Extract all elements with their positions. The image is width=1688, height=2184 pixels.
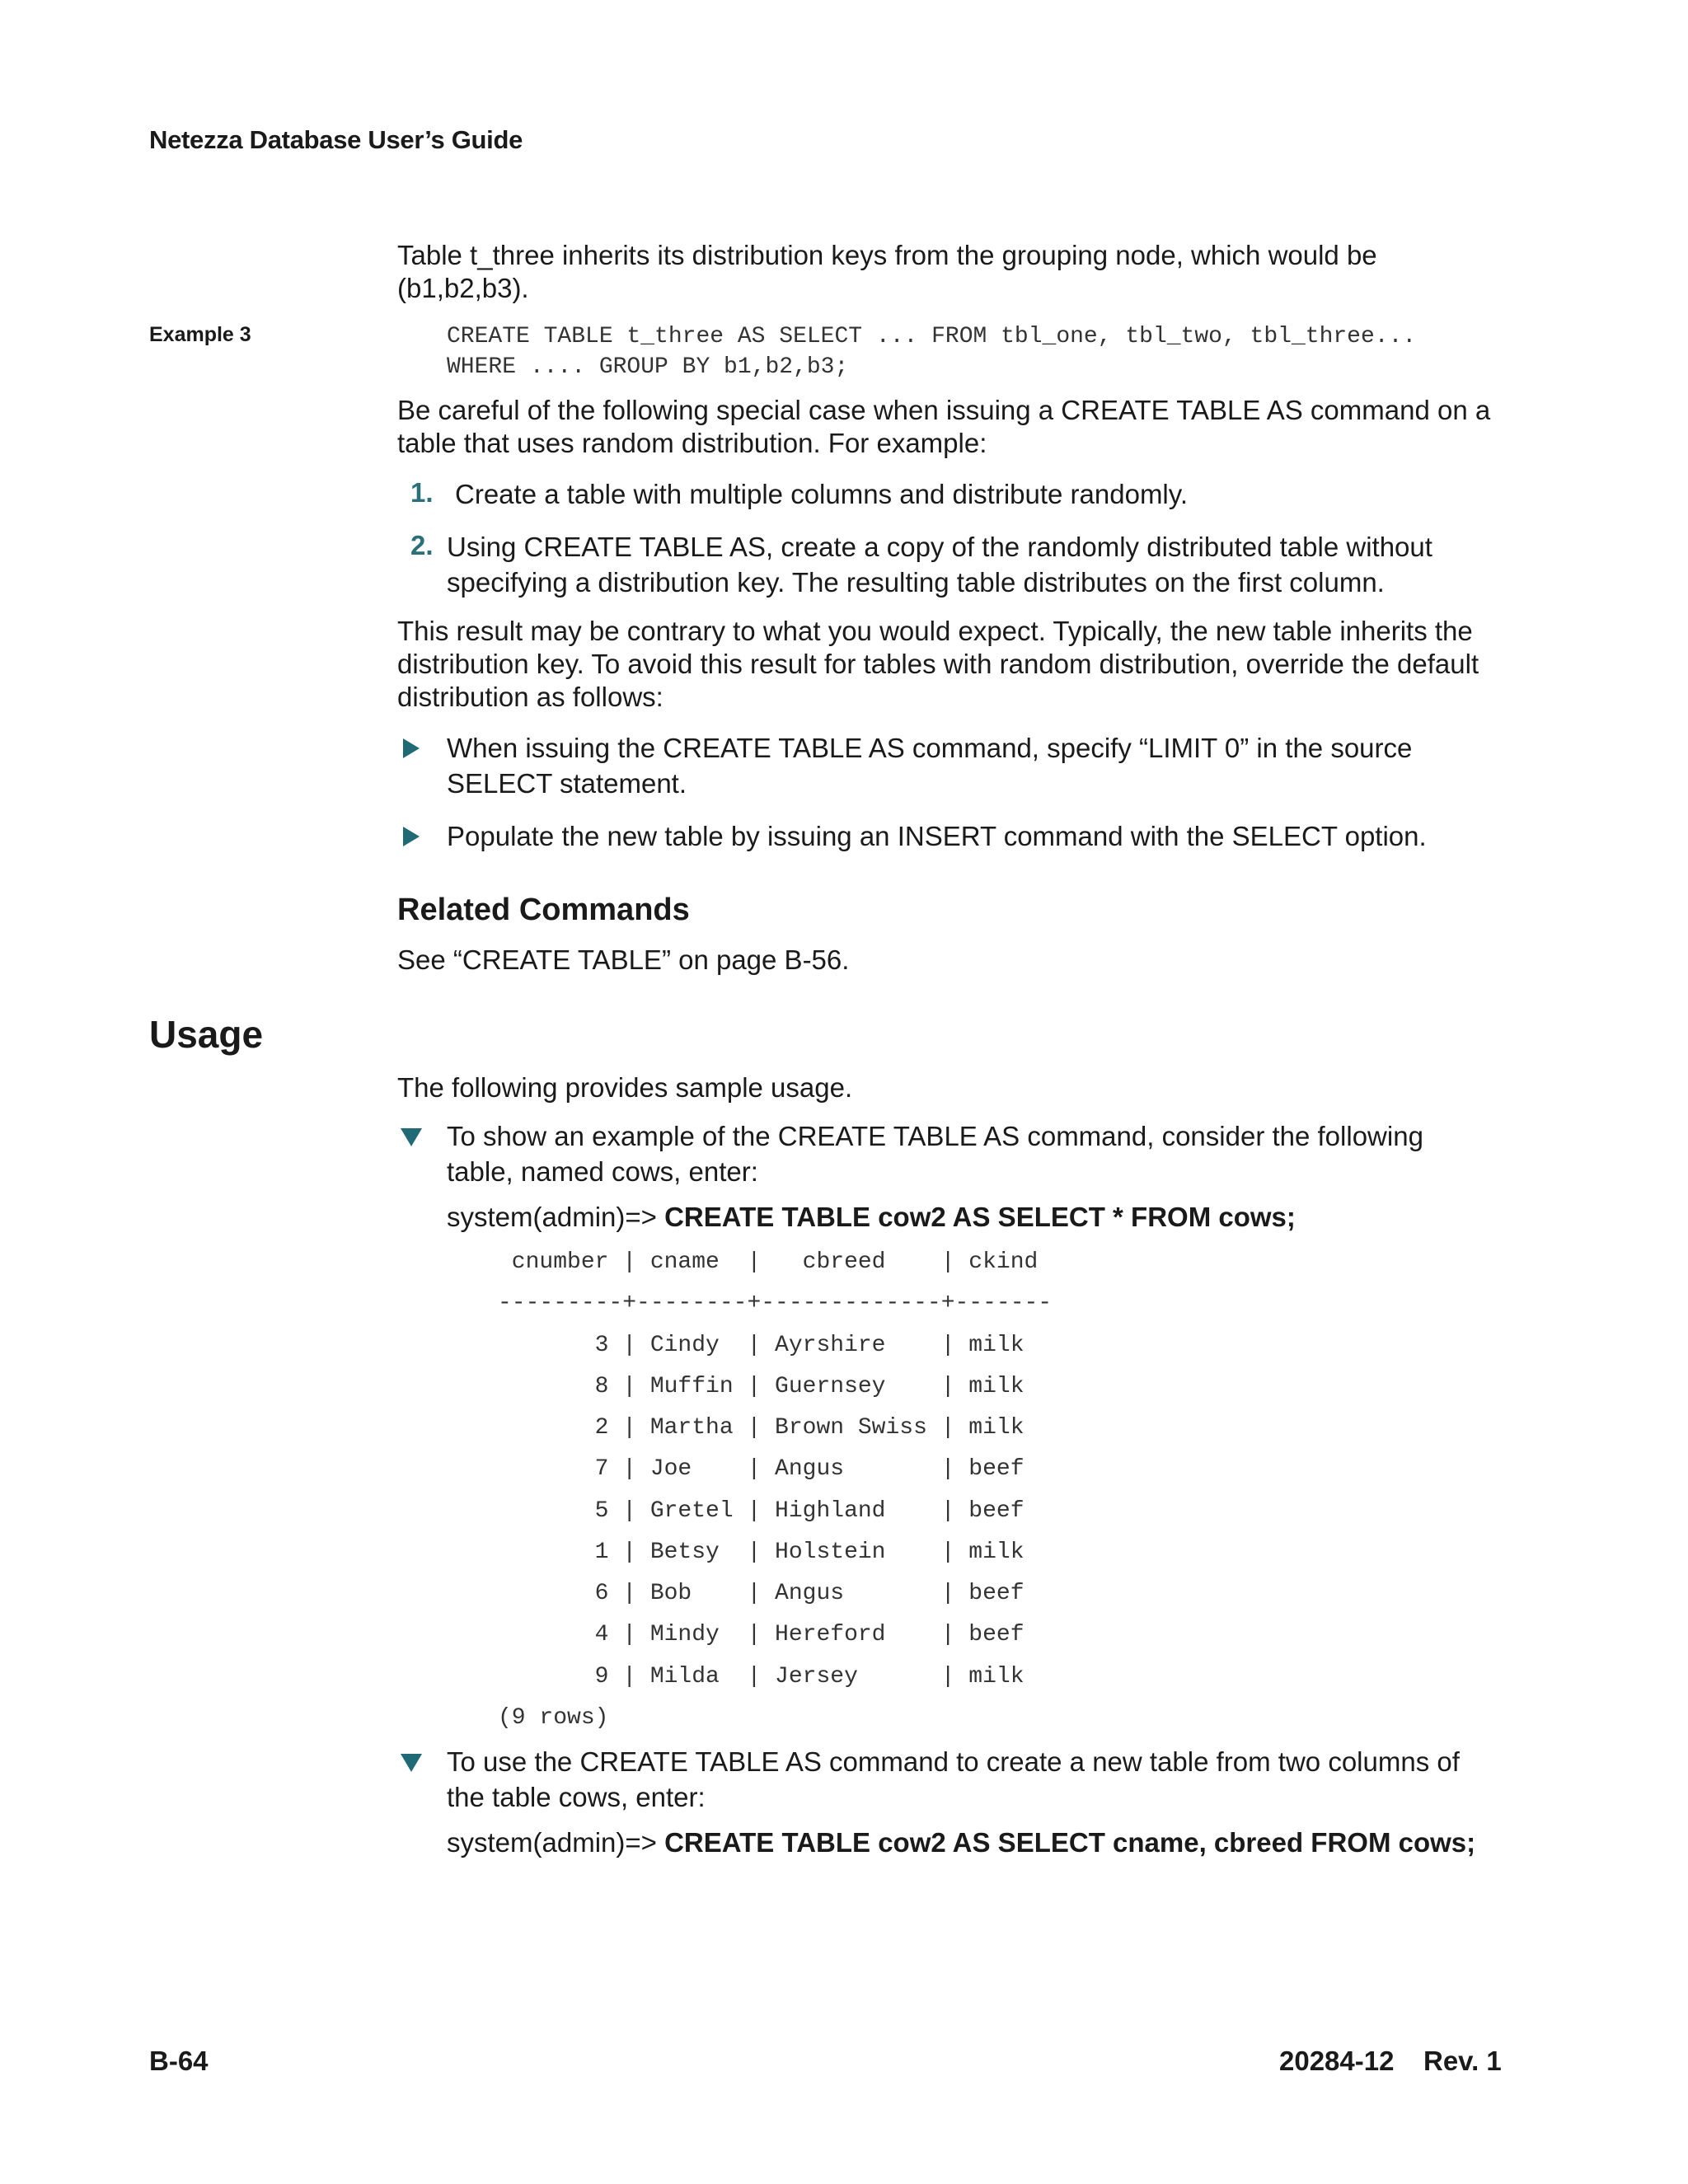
contrary-paragraph: This result may be contrary to what you would expect. Typically, the new table inherits the distribution key. To avoid this result for tables with random distribution, override the default distribution as follows: [397, 616, 1479, 712]
table-row: 1 | Betsy | Holstein | milk [498, 1540, 1025, 1565]
usage-intro: The following provides sample usage. [397, 1072, 853, 1103]
bullet-text-1: When issuing the CREATE TABLE AS command, specify “LIMIT 0” in the source SELECT statement. [447, 733, 1413, 799]
careful-paragraph: Be careful of the following special case when issuing a CREATE TABLE AS command on a table that uses random distribution. For example: [397, 395, 1491, 458]
code-line-2: WHERE .... GROUP BY b1,b2,b3; [447, 354, 849, 380]
related-commands-heading: Related Commands [397, 893, 690, 927]
command-text: CREATE TABLE cow2 AS SELECT * FROM cows; [664, 1202, 1296, 1232]
table-row: 6 | Bob | Angus | beef [498, 1581, 1025, 1606]
table-separator: ---------+--------+-------------+------- [498, 1291, 1053, 1316]
table-row: 9 | Milda | Jersey | milk [498, 1664, 1025, 1690]
table-row: 8 | Muffin | Guernsey | milk [498, 1374, 1025, 1399]
step-text-1: Create a table with multiple columns and distribute randomly. [455, 479, 1188, 509]
document-number: 20284-12 [1279, 2046, 1395, 2076]
code-line-1: CREATE TABLE t_three AS SELECT ... FROM tbl_one, tbl_two, tbl_three... [447, 324, 1417, 349]
table-row: 7 | Joe | Angus | beef [498, 1456, 1025, 1482]
usage-item-2-command [447, 1827, 1475, 1858]
table-row: 5 | Gretel | Highland | beef [498, 1498, 1025, 1524]
step-number-2: 2. [410, 530, 434, 560]
usage-item-1-command [447, 1202, 1296, 1233]
command-text: CREATE TABLE cow2 AS SELECT cname, cbreed FROM cows; [664, 1827, 1476, 1858]
table-row: 2 | Martha | Brown Swiss | milk [498, 1415, 1025, 1441]
table-row: 3 | Cindy | Ayrshire | milk [498, 1333, 1025, 1358]
prompt-text: system(admin)=> [447, 1202, 665, 1232]
running-header: Netezza Database User’s Guide [149, 125, 523, 154]
expand-triangle-icon [401, 1754, 422, 1772]
usage-item-1-text: To show an example of the CREATE TABLE AS command, consider the following table, named cows, enter: [447, 1121, 1423, 1187]
usage-item-2-text: To use the CREATE TABLE AS command to create a new table from two columns of the table cows, enter: [447, 1746, 1460, 1812]
page-number: B-64 [149, 2046, 209, 2076]
bullet-text-2: Populate the new table by issuing an INSERT command with the SELECT option. [447, 821, 1427, 851]
step-number-1: 1. [410, 477, 434, 508]
table-row: 4 | Mindy | Hereford | beef [498, 1622, 1025, 1647]
intro-paragraph: Table t_three inherits its distribution keys from the grouping node, which would be (b1,b2,b3). [397, 240, 1377, 303]
related-commands-text: See “CREATE TABLE” on page B-56. [397, 944, 850, 975]
step-text-2: Using CREATE TABLE AS, create a copy of the randomly distributed table without specifying a distribution key. The resulting table distributes on the first column. [447, 532, 1432, 598]
example-label: Example 3 [149, 323, 251, 346]
revision: Rev. 1 [1423, 2046, 1502, 2076]
usage-heading: Usage [149, 1013, 264, 1056]
bullet-arrow-icon [403, 827, 420, 846]
bullet-arrow-icon [403, 738, 420, 758]
table-header: cnumber | cname | cbreed | ckind [498, 1249, 1039, 1275]
prompt-text: system(admin)=> [447, 1827, 665, 1858]
table-footer: (9 rows) [498, 1705, 609, 1731]
expand-triangle-icon [401, 1128, 422, 1146]
